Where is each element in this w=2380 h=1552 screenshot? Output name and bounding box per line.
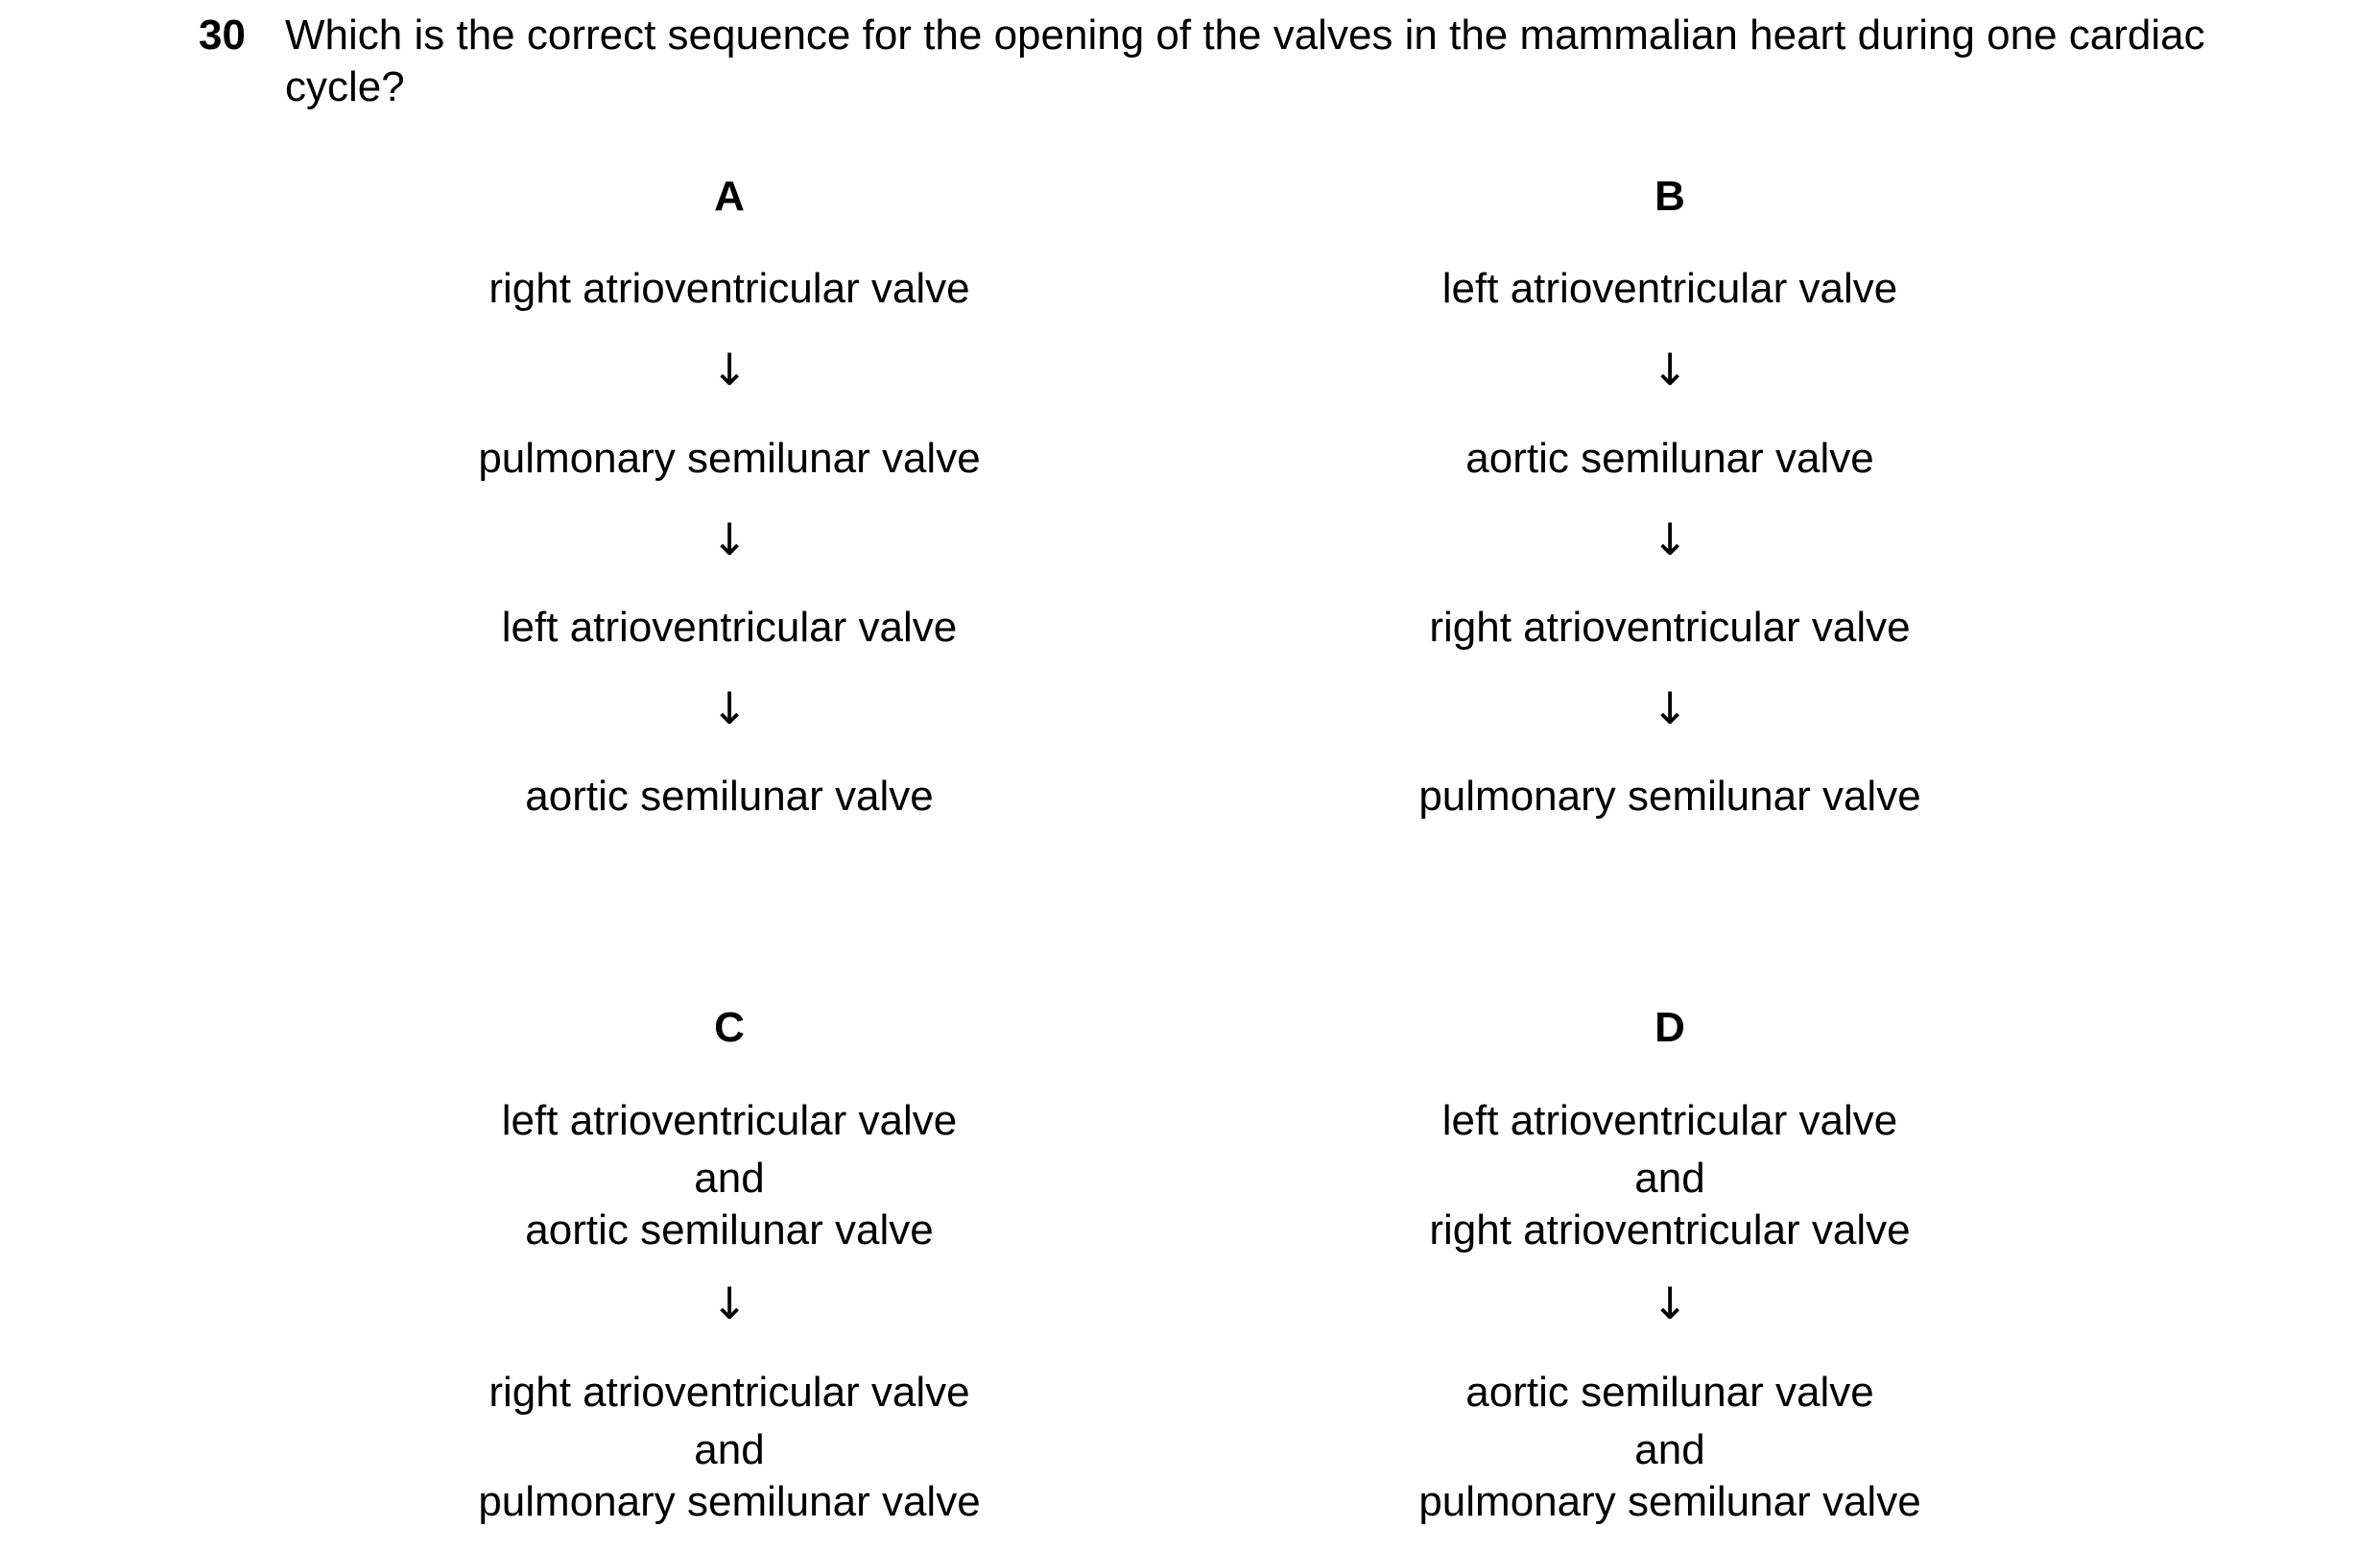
option-c-group-1-line-3: aortic semilunar valve [525, 1206, 934, 1254]
option-c-group-1-line-2: and [694, 1155, 765, 1202]
option-d-group-1-line-1: left atrioventricular valve [1441, 1097, 1898, 1144]
down-arrow-icon: ↓ [710, 1277, 749, 1329]
option-b-step-2: aortic semilunar valve [1465, 435, 1874, 482]
option-d-group-1-line-2: and [1634, 1155, 1705, 1202]
down-arrow-icon: ↓ [1651, 682, 1689, 734]
option-c-letter: C [714, 1004, 745, 1051]
option-a-step-3: left atrioventricular valve [501, 604, 958, 651]
option-b-letter: B [1654, 173, 1685, 220]
option-b-step-1: left atrioventricular valve [1441, 265, 1898, 312]
option-a-letter: A [714, 173, 745, 220]
down-arrow-icon: ↓ [1651, 344, 1689, 395]
down-arrow-icon: ↓ [710, 344, 749, 395]
option-d-group-2-line-1: aortic semilunar valve [1465, 1369, 1874, 1416]
option-d-group-2-line-3: pulmonary semilunar valve [1418, 1478, 1921, 1525]
option-c-group-2-line-2: and [694, 1426, 765, 1473]
question-number: 30 [199, 12, 246, 59]
option-a-step-4: aortic semilunar valve [525, 773, 934, 820]
down-arrow-icon: ↓ [710, 682, 749, 734]
option-d-letter: D [1654, 1004, 1685, 1051]
down-arrow-icon: ↓ [1651, 513, 1689, 565]
option-a-step-2: pulmonary semilunar valve [478, 435, 981, 482]
option-b-step-3: right atrioventricular valve [1429, 604, 1911, 651]
option-c-group-2-line-1: right atrioventricular valve [488, 1369, 970, 1416]
question-text: Which is the correct sequence for the opening of the valves in the mammalian heart during one cardiac cycle? [285, 12, 2205, 110]
option-c-group-2-line-3: pulmonary semilunar valve [478, 1478, 981, 1525]
option-d-group-2-line-2: and [1634, 1426, 1705, 1473]
down-arrow-icon: ↓ [710, 513, 749, 565]
down-arrow-icon: ↓ [1651, 1277, 1689, 1329]
option-c-group-1-line-1: left atrioventricular valve [501, 1097, 958, 1144]
option-d-group-1-line-3: right atrioventricular valve [1429, 1206, 1911, 1254]
option-a-step-1: right atrioventricular valve [488, 265, 970, 312]
option-b-step-4: pulmonary semilunar valve [1418, 773, 1921, 820]
